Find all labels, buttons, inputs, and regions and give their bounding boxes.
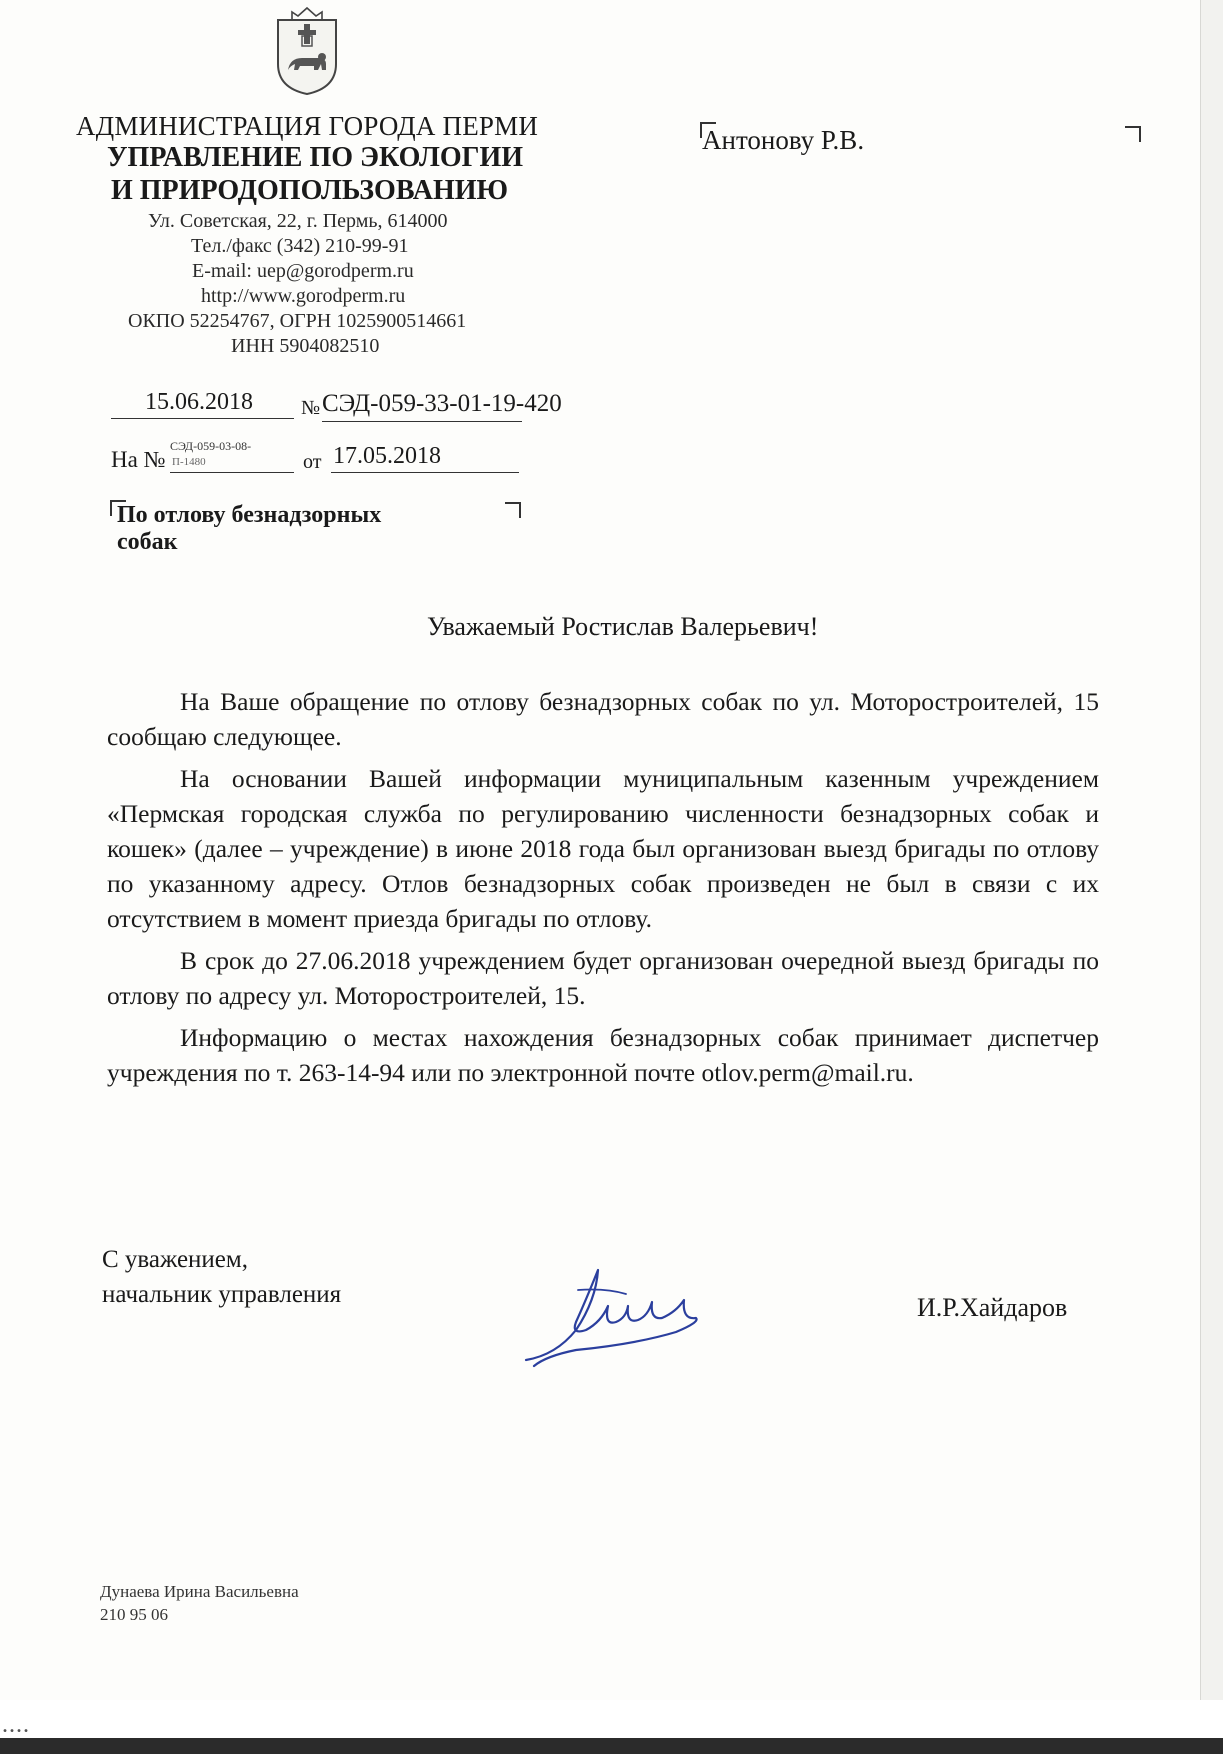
department-name-line2: И ПРИРОДОПОЛЬЗОВАНИЮ (111, 175, 509, 206)
letter-body (107, 684, 1099, 1097)
number-underline (322, 421, 522, 422)
recipient-name: Антонову Р.В. (702, 125, 865, 155)
number-label: № (301, 397, 321, 419)
handwritten-signature (516, 1260, 706, 1380)
from-label: от (303, 451, 322, 473)
subject-line2: собак (117, 529, 178, 555)
subject-line1: По отлову безнадзорных (117, 502, 382, 528)
recipient-corner-right (1125, 126, 1141, 142)
greeting: Уважаемый Ростислав Валерьевич! (427, 612, 819, 641)
body-paragraph-4: Информацию о местах нахождения безнадзорных собак принимает диспетчер учреждения по т. 263-14-94 или по электронной почте otlov.perm@mail.ru. (107, 1023, 1099, 1087)
outgoing-date: 15.06.2018 (145, 389, 253, 415)
reply-to-number: СЭД-059-03-08- (170, 439, 252, 453)
reply-number-underline (170, 472, 294, 473)
reply-date: 17.05.2018 (333, 443, 441, 469)
scan-bottom-bar (0, 1738, 1223, 1754)
body-paragraph-1: На Ваше обращение по отлову безнадзорных собак по ул. Моторостроителей, 15 сообщаю следующее. (107, 687, 1099, 751)
body-paragraph-3: В срок до 27.06.2018 учреждением будет организован очередной выезд бригады по отлову по адресу ул. Моторостроителей, 15. (107, 946, 1099, 1010)
signer-position: начальник управления (102, 1281, 342, 1308)
inn: ИНН 5904082510 (231, 335, 380, 357)
website: http://www.gorodperm.ru (201, 285, 406, 307)
executor-phone: 210 95 06 (100, 1605, 168, 1624)
coat-of-arms-emblem (274, 6, 340, 96)
reply-to-number-tail: П-1480 (172, 456, 206, 468)
okpo-ogrn: ОКПО 52254767, ОГРН 1025900514661 (128, 310, 467, 332)
administration-name: АДМИНИСТРАЦИЯ ГОРОДА ПЕРМИ (76, 111, 539, 141)
email: E-mail: uep@gorodperm.ru (192, 260, 414, 282)
executor-name: Дунаева Ирина Васильевна (100, 1582, 299, 1601)
closing-regards: С уважением, (102, 1246, 248, 1273)
phone-fax: Тел./факс (342) 210-99-91 (191, 235, 409, 257)
signer-name: И.Р.Хайдаров (917, 1293, 1068, 1322)
department-name-line1: УПРАВЛЕНИЕ ПО ЭКОЛОГИИ (107, 142, 524, 173)
reply-date-underline (331, 472, 519, 473)
outgoing-number: СЭД-059-33-01-19-420 (322, 390, 562, 417)
subject (117, 502, 381, 556)
reply-to-label: На № (111, 447, 166, 472)
body-paragraph-2: На основании Вашей информации муниципальным казенным учреждением «Пермская городская служба по регулированию численности безнадзорных собак и кошек» (далее – учреждение) в июне 2018 года был организован выезд бригады по отлову по указанному адресу. Отлов безнадзорных собак произведен не был в связи с их отсутствием в момент приезда бригады по отлову. (107, 764, 1099, 933)
date-underline (111, 418, 294, 419)
page-edge (1200, 0, 1223, 1700)
subject-corner-right (505, 502, 521, 518)
address: Ул. Советская, 22, г. Пермь, 614000 (148, 210, 448, 232)
scan-artifact: ∙∙∙∙ (2, 1726, 31, 1737)
